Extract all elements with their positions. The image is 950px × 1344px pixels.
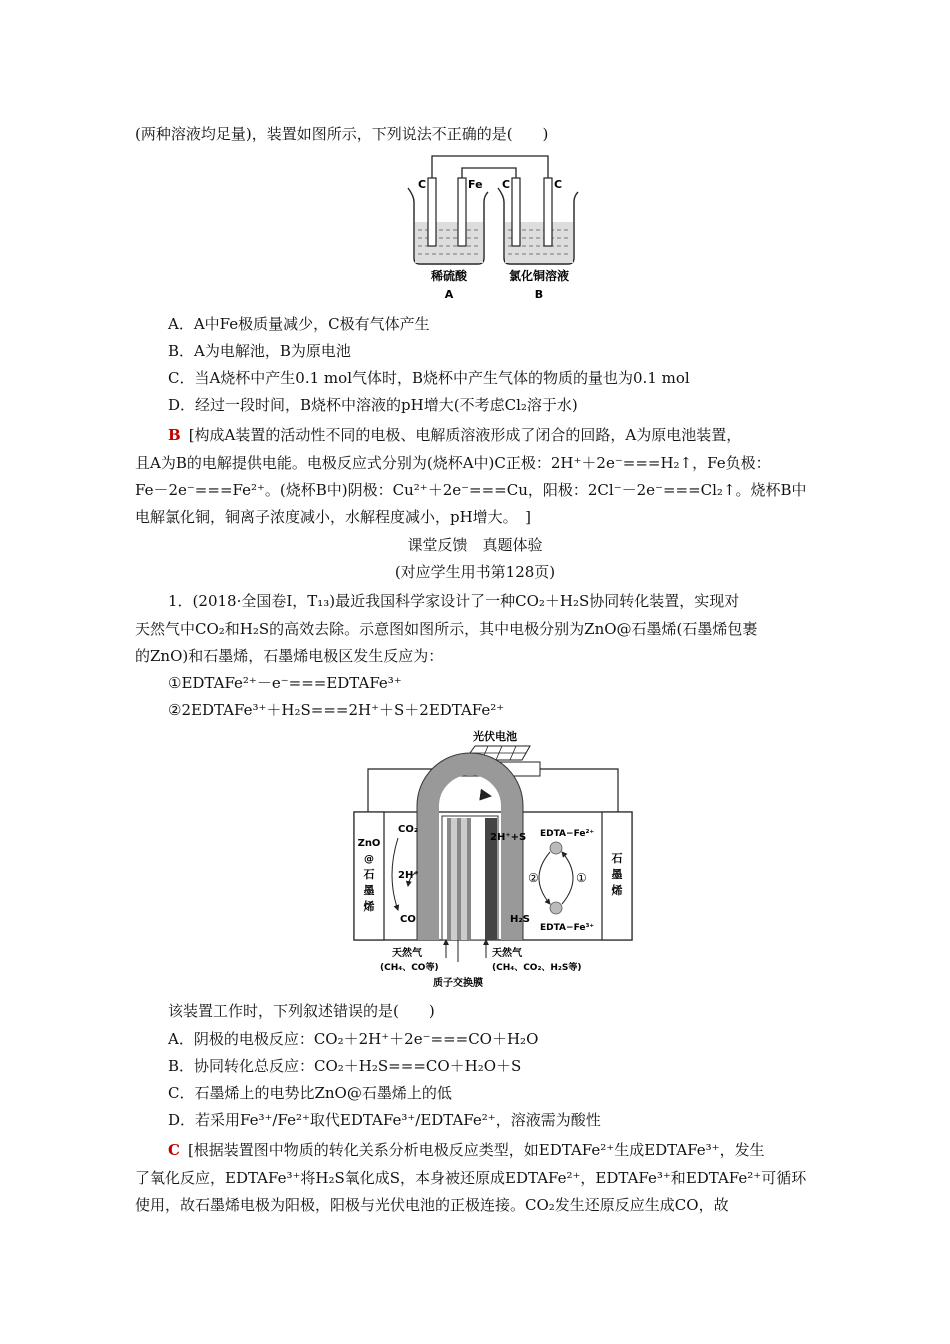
explanation-text: 了氧化反应，EDTAFe³⁺将H₂S氧化成S，本身被还原成EDTAFe²⁺，EDTAFe³⁺和EDTAFe²⁺可循环 xyxy=(135,1169,807,1187)
left-electrode-label: 烯 xyxy=(363,900,375,913)
natural-gas-right-label: 天然气 xyxy=(492,948,522,959)
right-electrode-label: 烯 xyxy=(611,884,623,897)
question-stem: 1．(2018·全国卷Ⅰ，T₁₃)最近我国科学家设计了一种CO₂＋H₂S协同转化装置，实现对 xyxy=(168,592,740,610)
left-electrode-label: ZnO xyxy=(357,838,381,849)
answer-letter: C xyxy=(168,1141,180,1159)
option-c: C．石墨烯上的电势比ZnO@石墨烯上的低 xyxy=(168,1084,452,1102)
explanation-text: 电解氯化铜，铜离子浓度减小，水解程度减小，pH增大。 ] xyxy=(135,508,532,526)
section-title: 课堂反馈 真题体验 xyxy=(407,536,543,554)
left-electrode-label: 石 xyxy=(363,868,375,881)
beaker-a-solution-label: 稀硫酸 xyxy=(430,269,468,283)
co2-label: CO₂ xyxy=(398,824,419,835)
reaction-equation-1: ①EDTAFe²⁺－e⁻===EDTAFe³⁺ xyxy=(168,674,402,692)
proton-membrane-label: 质子交换膜 xyxy=(433,978,483,989)
right-electrode-label: 墨 xyxy=(611,868,623,881)
question-prompt: 该装置工作时，下列叙述错误的是( ) xyxy=(168,1002,435,1020)
reaction-equation-2: ②2EDTAFe³⁺＋H₂S===2H⁺＋S＋2EDTAFe²⁺ xyxy=(168,701,505,719)
h-s-label: 2H⁺+S xyxy=(490,832,527,843)
electrode-label: C xyxy=(418,178,427,191)
right-electrode-label: 石 xyxy=(611,852,623,865)
co-label: CO xyxy=(400,914,416,925)
beaker-b-id: B xyxy=(534,288,544,301)
option-b: B．A为电解池，B为原电池 xyxy=(168,342,351,360)
step-2-label: ② xyxy=(528,871,539,885)
explanation-text: 且A为B的电解提供电能。电极反应式分别为(烧杯A中)C正极：2H⁺＋2e⁻===H₂↑，Fe负极： xyxy=(135,454,771,472)
co2-h2s-conversion-figure xyxy=(350,726,640,991)
option-b: B．协同转化总反应：CO₂＋H₂S===CO＋H₂O＋S xyxy=(168,1057,522,1075)
left-electrode-label: @ xyxy=(364,854,374,865)
option-a: A．A中Fe极质量减少，C极有气体产生 xyxy=(168,315,430,333)
edta-fe2-label: EDTA−Fe²⁺ xyxy=(540,829,595,839)
section-subtitle: (对应学生用书第128页) xyxy=(394,563,556,581)
beaker-b-solution-label: 氯化铜溶液 xyxy=(508,269,570,283)
electrolysis-apparatus-figure xyxy=(400,150,600,305)
option-d: D．若采用Fe³⁺/Fe²⁺取代EDTAFe³⁺/EDTAFe²⁺，溶液需为酸性 xyxy=(168,1111,601,1129)
answer-explanation-line xyxy=(168,1140,765,1160)
step-1-label: ① xyxy=(576,871,587,885)
natural-gas-right-detail: (CH₄、CO₂、H₂S等) xyxy=(492,963,582,973)
electrode-label: Fe xyxy=(468,178,483,191)
natural-gas-left-label: 天然气 xyxy=(392,948,422,959)
answer-explanation-line xyxy=(168,425,741,445)
electrode-label: C xyxy=(554,178,563,191)
explanation-text: [根据装置图中物质的转化关系分析电极反应类型，如EDTAFe²⁺生成EDTAFe³⁺，发生 xyxy=(187,1141,765,1159)
edta-fe3-label: EDTA−Fe³⁺ xyxy=(540,923,595,933)
question-stem: 的ZnO)和石墨烯，石墨烯电极区发生反应为： xyxy=(135,647,444,665)
left-electrode-label: 墨 xyxy=(363,884,375,897)
option-a: A．阴极的电极反应：CO₂＋2H⁺＋2e⁻===CO＋H₂O xyxy=(168,1030,539,1048)
explanation-text: Fe－2e⁻===Fe²⁺。(烧杯B中)阴极：Cu²⁺＋2e⁻===Cu，阳极：2Cl⁻－2e⁻===Cl₂↑。烧杯B中 xyxy=(135,481,807,499)
h-plus-label: 2H⁺ xyxy=(398,870,419,881)
electrode-label: C xyxy=(502,178,511,191)
explanation-text: [构成A装置的活动性不同的电极、电解质溶液形成了闭合的回路，A为原电池装置， xyxy=(188,426,742,444)
answer-letter: B xyxy=(168,426,181,444)
h2s-label: H₂S xyxy=(510,914,530,925)
solar-cell-label: 光伏电池 xyxy=(473,730,517,743)
option-d: D．经过一段时间，B烧杯中溶液的pH增大(不考虑Cl₂溶于水) xyxy=(168,396,578,414)
explanation-text: 使用，故石墨烯电极为阳极，阳极与光伏电池的正极连接。CO₂发生还原反应生成CO，故 xyxy=(135,1196,729,1214)
option-c: C．当A烧杯中产生0.1 mol气体时，B烧杯中产生气体的物质的量也为0.1 mol xyxy=(168,369,690,387)
beaker-a-id: A xyxy=(444,288,454,301)
question-stem: 天然气中CO₂和H₂S的高效去除。示意图如图所示，其中电极分别为ZnO@石墨烯(石墨烯包裹 xyxy=(135,620,758,638)
natural-gas-left-detail: (CH₄、CO等) xyxy=(380,963,439,973)
question-intro: (两种溶液均足量)，装置如图所示，下列说法不正确的是( ) xyxy=(135,125,549,143)
